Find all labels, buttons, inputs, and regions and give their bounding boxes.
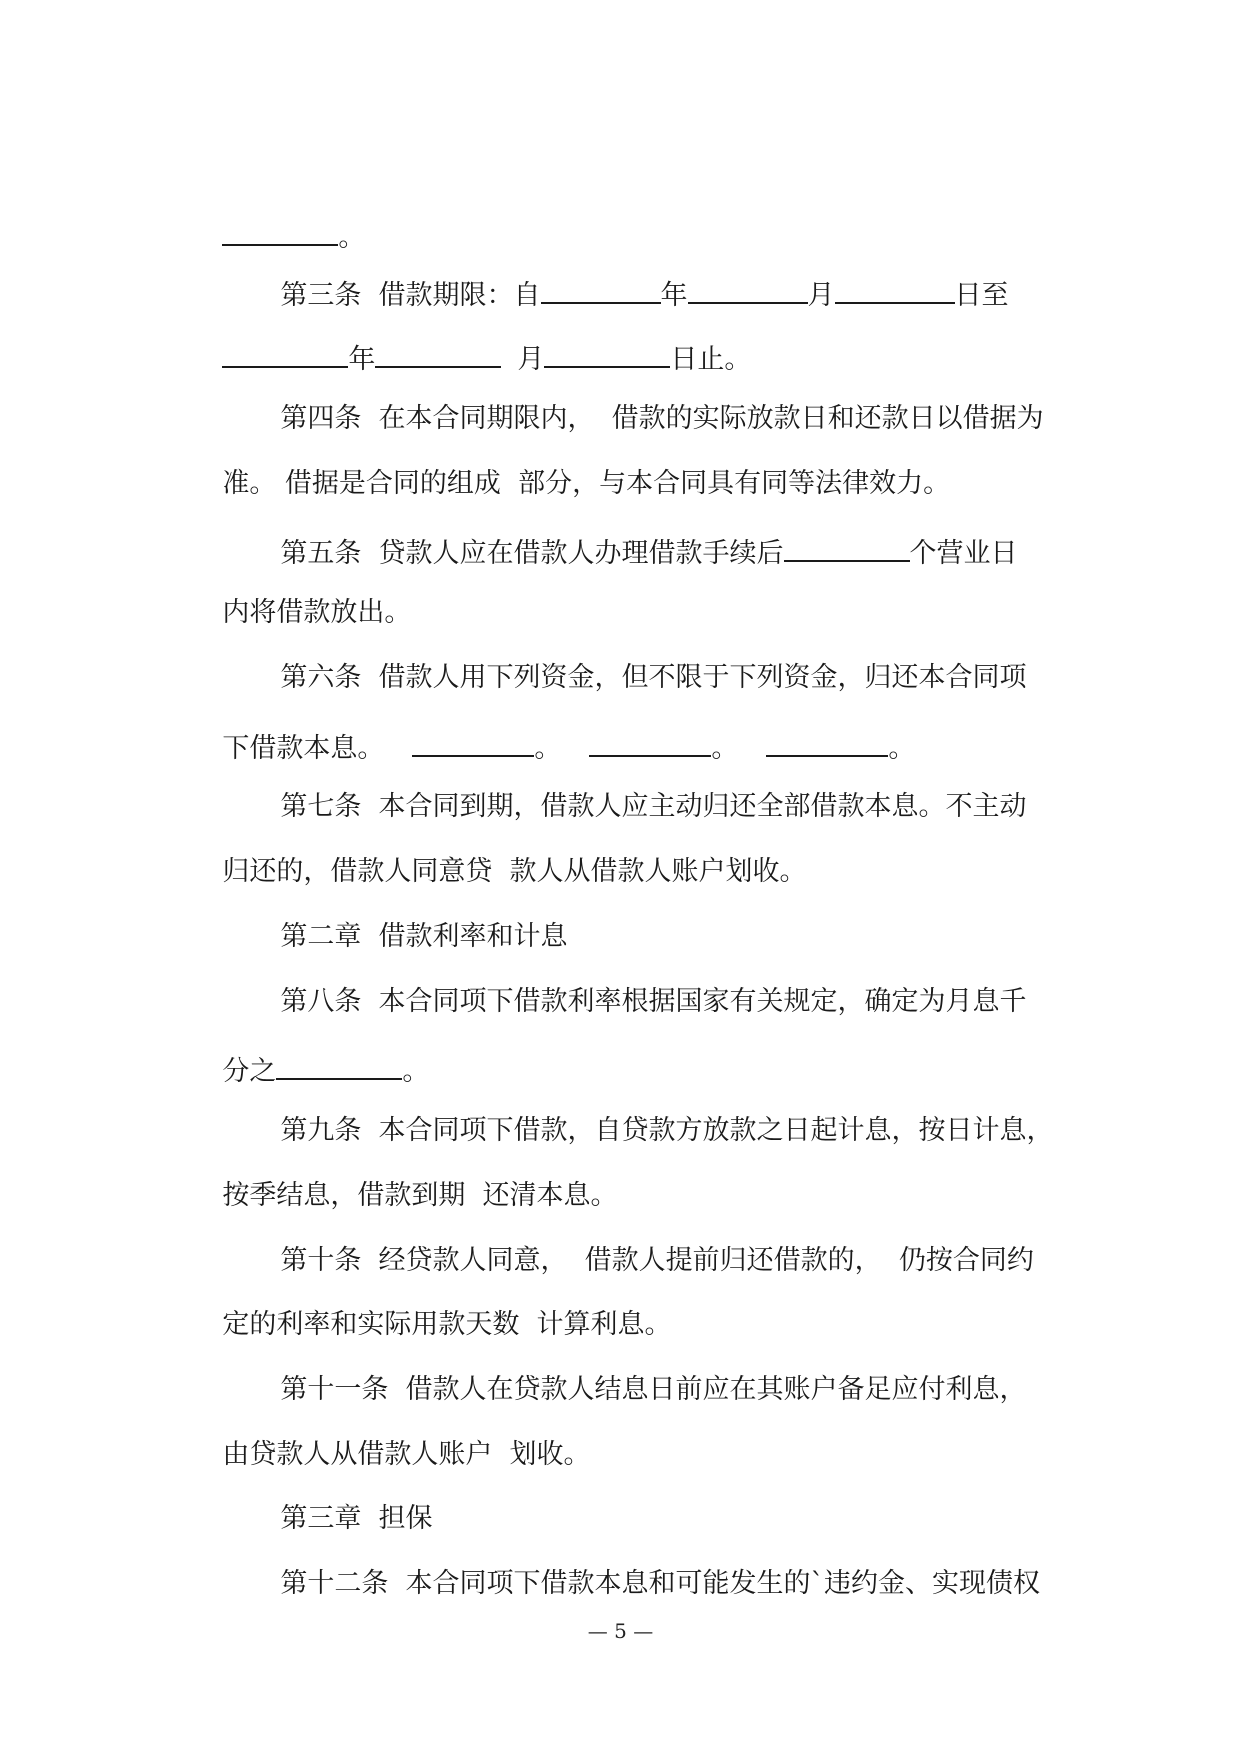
line-text: 日至 (954, 280, 1009, 311)
line-text: 按季结息，借款到期 还清本息。 (222, 1180, 618, 1211)
line-text: 日止。 (670, 344, 752, 375)
line-text: 由贷款人从借款人账户 划收。 (222, 1439, 591, 1470)
line-text: 第五条 贷款人应在借款人办理借款手续后 (280, 538, 784, 569)
text-line-1 (0, 166, 1241, 253)
line-text: 年 (348, 344, 376, 375)
text-line-8 (0, 612, 1241, 693)
line-text: 第六条 借款人用下列资金，但不限于下列资金，归还本合同项 (280, 662, 1027, 693)
text-line-4 (0, 353, 1241, 434)
line-text: 第四条 在本合同期限内， 借款的实际放款日和还款日以借据为 (280, 403, 1044, 434)
line-text: 第二章 借款利率和计息 (280, 921, 568, 952)
text-line-19 (0, 1324, 1241, 1405)
line-text: 内将借款放出。 (222, 597, 412, 628)
text-line-14 (0, 1000, 1241, 1087)
line-text: 。 (888, 733, 916, 764)
line-text: 第十二条 本合同项下借款本息和可能发生的`违约金、实现债权 (280, 1568, 1041, 1599)
text-line-9 (0, 677, 1241, 764)
text-line-6 (0, 482, 1241, 569)
line-text: 个营业日 (909, 538, 1018, 569)
text-line-11 (0, 806, 1241, 887)
line-text: 第三章 担保 (280, 1503, 433, 1534)
chapter-heading-3 (0, 1453, 1241, 1534)
text-line-20 (0, 1389, 1241, 1470)
line-text: 月 (807, 280, 835, 311)
line-text: 。 (534, 733, 562, 764)
line-text: 下借款本息。 (222, 733, 385, 764)
text-line-7 (0, 547, 1241, 628)
text-line-22 (0, 1518, 1241, 1599)
line-text: 第十一条 借款人在贷款人结息日前应在其账户备足应付利息， (280, 1374, 1027, 1405)
line-text: 。 (711, 733, 739, 764)
line-text: 月 (517, 344, 545, 375)
line-text: 准。 借据是合同的组成 部分，与本合同具有同等法律效力。 (222, 468, 951, 499)
line-text: 第三条 借款期限：自 (280, 280, 541, 311)
line-text: 分之 (222, 1056, 277, 1087)
text-line-2 (0, 224, 1241, 311)
text-line-13 (0, 936, 1241, 1017)
page-number: — 5 — (587, 1619, 654, 1643)
line-text: 。 (338, 222, 366, 253)
text-line-17 (0, 1195, 1241, 1276)
text-line-16 (0, 1130, 1241, 1211)
chapter-heading-2 (0, 871, 1241, 952)
line-text: 定的利率和实际用款天数 计算利息。 (222, 1309, 672, 1340)
line-text: 第八条 本合同项下借款利率根据国家有关规定，确定为月息千 (280, 986, 1027, 1017)
text-line-3 (0, 288, 1241, 375)
line-text: 第七条 本合同到期，借款人应主动归还全部借款本息。不主动 (280, 791, 1027, 822)
text-line-5 (0, 418, 1241, 499)
line-text: 第十条 经贷款人同意， 借款人提前归还借款的， 仍按合同约 (280, 1245, 1034, 1276)
text-line-18 (0, 1259, 1241, 1340)
text-line-10 (0, 741, 1241, 822)
text-line-15 (0, 1065, 1241, 1146)
line-text: 第九条 本合同项下借款，自贷款方放款之日起计息，按日计息， (280, 1115, 1054, 1146)
line-text: 年 (660, 280, 688, 311)
line-text: 归还的，借款人同意贷 款人从借款人账户划收。 (222, 856, 807, 887)
line-text: 。 (402, 1056, 430, 1087)
